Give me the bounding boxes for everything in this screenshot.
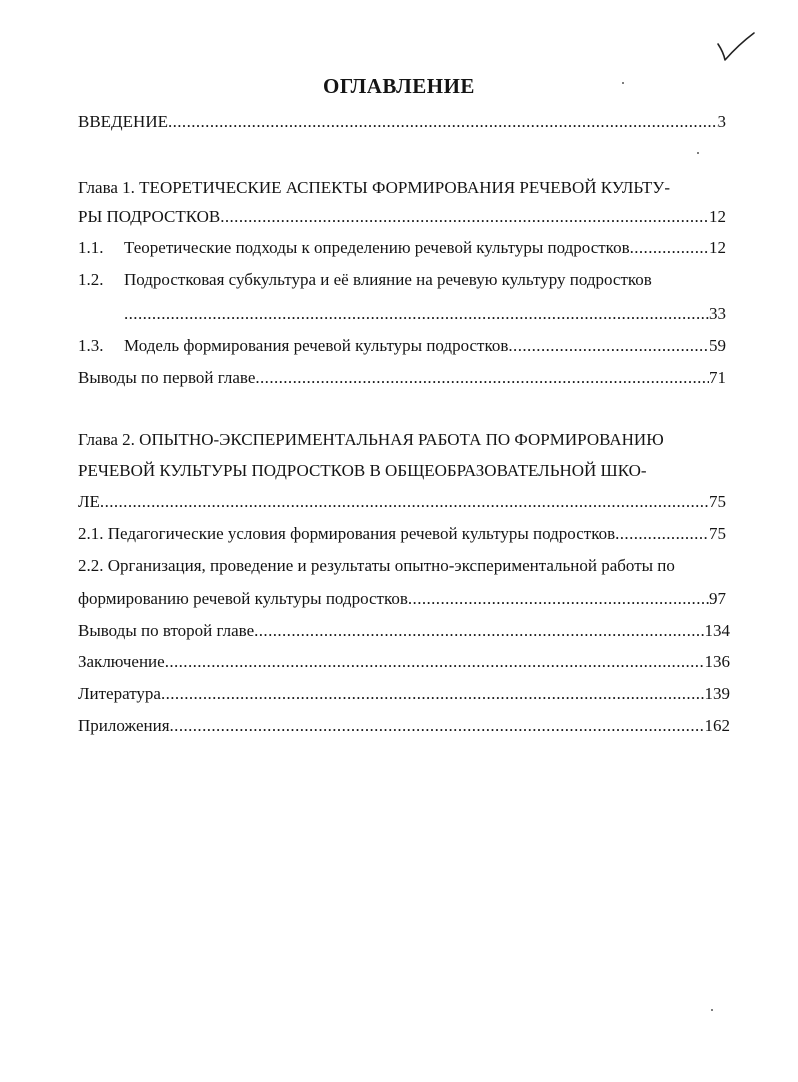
toc-entry-page: 162 [704, 716, 730, 735]
page-title: ОГЛАВЛЕНИЕ [323, 74, 475, 98]
toc-entry-label: Выводы по второй главе [78, 621, 255, 640]
dot-leader [124, 302, 709, 326]
toc-entry-label: 2.1. Педагогические условия формирования речевой культуры подростков [78, 524, 616, 543]
toc-entry-section-1-2 [78, 268, 726, 292]
toc-entry-page: 12 [709, 238, 726, 257]
dot-leader [630, 236, 709, 260]
toc-entry-label: Модель формирования речевой культуры подростков [124, 336, 509, 355]
section-number: 1.1. [78, 238, 104, 257]
toc-entry-label: ВВЕДЕНИЕ [78, 112, 168, 131]
toc-entry-page: 12 [709, 207, 726, 226]
dot-leader [254, 619, 704, 643]
toc-entry-label: Приложения [78, 716, 170, 735]
dot-leader [100, 490, 709, 514]
toc-entry-chapter2-conclusions [78, 619, 730, 643]
dot-leader [165, 650, 705, 674]
section-number: 1.2. [78, 270, 104, 289]
dot-leader [170, 714, 705, 738]
toc-entry-conclusion [78, 650, 730, 674]
toc-entry-page: 59 [709, 336, 726, 355]
chapter2-heading-line1: Глава 2. ОПЫТНО-ЭКСПЕРИМЕНТАЛЬНАЯ РАБОТА ПО ФОРМИРОВАНИЮ [78, 430, 664, 449]
toc-entry-section-2-2 [78, 587, 726, 611]
toc-entry-label: формированию речевой культуры подростков [78, 589, 408, 608]
toc-entry-label: Заключение [78, 652, 165, 671]
chapter2-heading-line2: РЕЧЕВОЙ КУЛЬТУРЫ ПОДРОСТКОВ В ОБЩЕОБРАЗОВАТЕЛЬНОЙ ШКО- [78, 461, 647, 480]
dot-leader [161, 682, 705, 706]
toc-entry-section-2-2-line1: 2.2. Организация, проведение и результаты опытно-экспериментальной работы по [78, 556, 675, 575]
toc-entry-section-1-2-page-line [78, 302, 726, 326]
toc-entry-label: РЫ ПОДРОСТКОВ [78, 207, 221, 226]
dot-leader [615, 522, 709, 546]
chapter1-heading-line1: Глава 1. ТЕОРЕТИЧЕСКИЕ АСПЕКТЫ ФОРМИРОВАНИЯ РЕЧЕВОЙ КУЛЬТУ- [78, 178, 670, 197]
toc-entry-intro [78, 110, 726, 134]
scan-speck [711, 1009, 713, 1011]
toc-entry-section-1-1 [78, 236, 726, 260]
toc-entry-appendices [78, 714, 730, 738]
dot-leader [408, 587, 709, 611]
toc-entry-literature [78, 682, 730, 706]
toc-entry-label: ЛЕ [78, 492, 100, 511]
toc-entry-page: 3 [717, 112, 726, 131]
toc-entry-chapter1-conclusions [78, 366, 726, 390]
toc-entry-page: 75 [709, 492, 726, 511]
dot-leader [220, 205, 709, 229]
toc-entry-page: 136 [704, 652, 730, 671]
toc-entry-chapter2 [78, 490, 726, 514]
toc-entry-label: Подростковая субкультура и её влияние на речевую культуру подростков [124, 270, 652, 289]
toc-entry-label: Литература [78, 684, 161, 703]
toc-entry-page: 139 [704, 684, 730, 703]
toc-entry-page: 33 [709, 304, 726, 323]
toc-entry-page: 75 [709, 524, 726, 543]
toc-entry-label: Теоретические подходы к определению речевой культуры подростков [124, 238, 630, 257]
dot-leader [508, 334, 709, 358]
toc-entry-chapter1 [78, 205, 726, 229]
dot-leader [255, 366, 709, 390]
dot-leader [168, 110, 718, 134]
toc-entry-section-1-3 [78, 334, 726, 358]
section-number: 1.3. [78, 336, 104, 355]
scan-speck [697, 152, 699, 154]
toc-entry-page: 134 [704, 621, 730, 640]
toc-entry-page: 71 [709, 368, 726, 387]
toc-entry-page: 97 [709, 589, 726, 608]
toc-entry-section-2-1 [78, 522, 726, 546]
toc-entry-label: Выводы по первой главе [78, 368, 256, 387]
handwritten-check-mark [712, 30, 756, 64]
